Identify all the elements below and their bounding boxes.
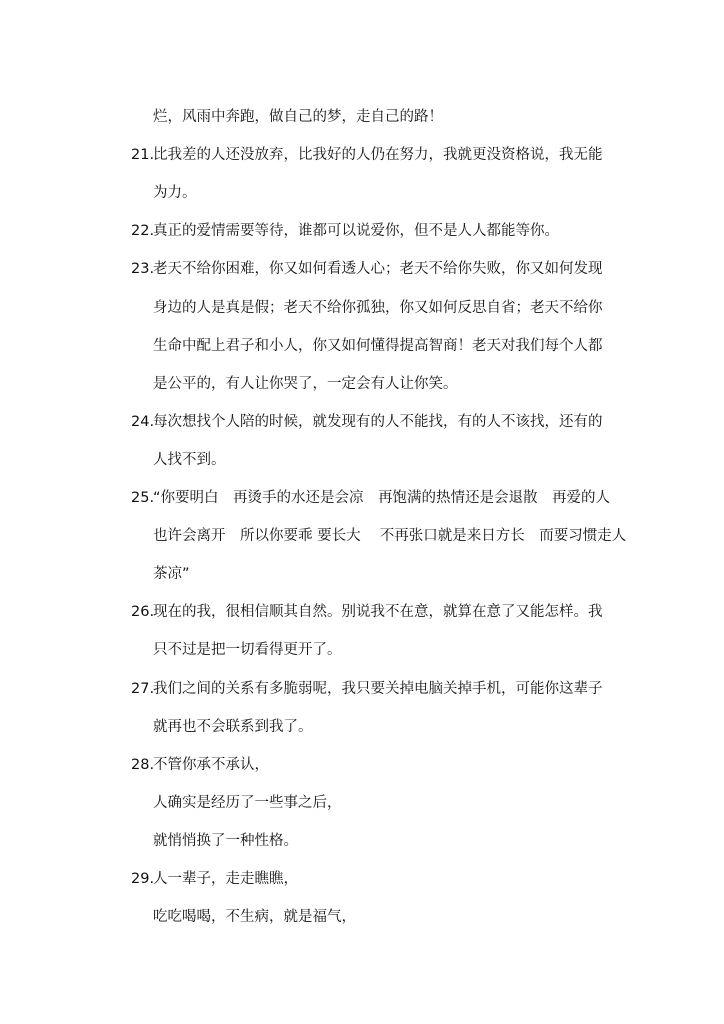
list-item-text: 茶凉”	[153, 566, 190, 583]
list-item-number: 27.	[131, 680, 155, 697]
list-item-continuation-line	[0, 631, 724, 669]
list-item-continuation-line	[0, 289, 724, 327]
list-item-continuation-line	[0, 898, 724, 936]
list-item-text: 现在的我，很相信顺其自然。别说我不在意，就算在意了又能怎样。我	[153, 604, 603, 621]
list-item-continuation-line	[0, 327, 724, 365]
list-item-text: 每次想找个人陪的时候，就发现有的人不能找，有的人不该找，还有的	[153, 413, 603, 430]
list-item-text: 是公平的，有人让你哭了，一定会有人让你笑。	[153, 375, 458, 392]
list-item-text: 人一辈子，走走瞧瞧，	[153, 871, 298, 887]
list-item-number: 23.	[131, 261, 155, 278]
list-item-continuation-line	[0, 174, 724, 212]
list-item-number: 25.	[131, 490, 155, 506]
list-item-number: 26.	[131, 604, 155, 621]
list-item-first-line	[0, 593, 724, 631]
list-item-continuation-line	[0, 708, 724, 746]
list-item-first-line	[0, 860, 724, 898]
list-item-continuation-line	[0, 784, 724, 822]
list-item-first-line	[0, 98, 724, 136]
list-item-continuation-line	[0, 822, 724, 860]
list-item-continuation-line	[0, 555, 724, 593]
list-item-text: 为力。	[153, 185, 197, 202]
list-item-text: 烂，风雨中奔跑，做自己的梦，走自己的路！	[153, 109, 443, 125]
list-item-text: 老天不给你困难，你又如何看透人心；老天不给你失败，你又如何发现	[153, 261, 603, 278]
list-item-text: 生命中配上君子和小人，你又如何懂得提高智商！老天对我们每个人都	[153, 337, 603, 354]
list-item-number: 22.	[131, 223, 155, 240]
list-item-text: 比我差的人还没放弃，比我好的人仍在努力，我就更没资格说，我无能	[153, 147, 603, 164]
list-item-text: 也许会离开 所以你要乖 要长大 不再张口就是来日方长 而要习惯走人	[153, 528, 627, 545]
list-item-number: 28.	[131, 756, 155, 773]
list-item-first-line	[0, 746, 724, 784]
list-item-continuation-line	[0, 517, 724, 555]
list-item-first-line	[0, 250, 724, 288]
list-item-first-line	[0, 403, 724, 441]
list-item-text: 人找不到。	[153, 451, 226, 468]
list-item-number: 24.	[131, 413, 155, 430]
list-item-text: 只不过是把一切看得更开了。	[153, 642, 342, 659]
list-item-text: 人确实是经历了一些事之后，	[153, 794, 342, 811]
list-item-text: 吃吃喝喝，不生病，就是福气，	[153, 909, 356, 926]
list-item-text: 身边的人是真是假；老天不给你孤独，你又如何反思自省；老天不给你	[153, 299, 603, 316]
list-item-first-line	[0, 136, 724, 174]
list-item-text: “你要明白 再烫手的水还是会凉 再饱满的热情还是会退散 再爱的人	[153, 490, 611, 506]
list-item-first-line	[0, 212, 724, 250]
list-item-first-line	[0, 670, 724, 708]
list-item-number: 29.	[131, 871, 155, 887]
list-item-text: 不管你承不承认，	[153, 756, 269, 773]
list-item-number: 21.	[131, 147, 155, 164]
list-item-continuation-line	[0, 365, 724, 403]
list-item-continuation-line	[0, 441, 724, 479]
list-item-text: 就再也不会联系到我了。	[153, 718, 313, 735]
list-item-first-line	[0, 479, 724, 517]
list-item-text: 就悄悄换了一种性格。	[153, 832, 298, 849]
list-item-text: 真正的爱情需要等待，谁都可以说爱你，但不是人人都能等你。	[153, 223, 559, 240]
list-item-text: 我们之间的关系有多脆弱呢，我只要关掉电脑关掉手机，可能你这辈子	[153, 680, 603, 697]
